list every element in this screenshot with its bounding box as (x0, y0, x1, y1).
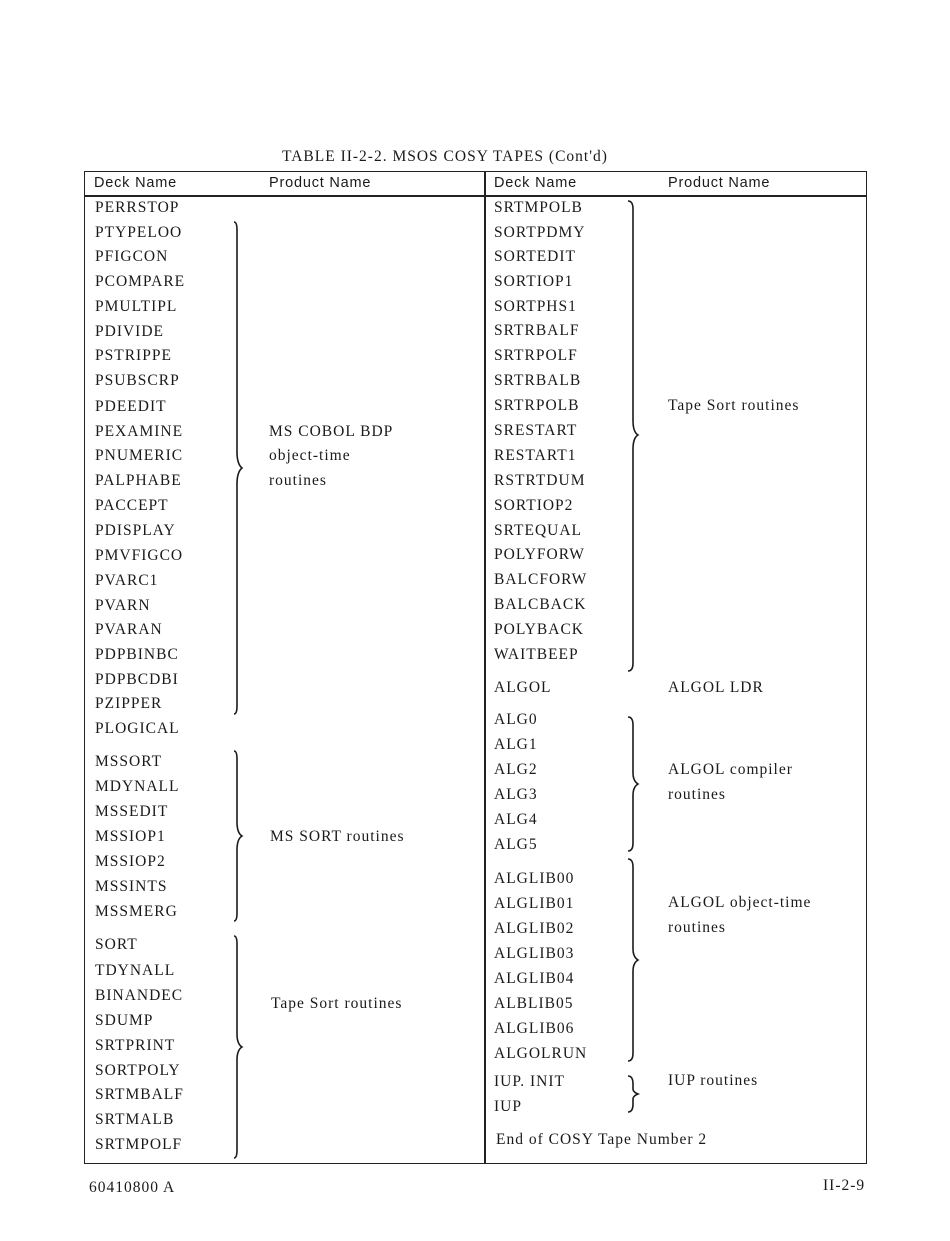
deck-name: ALG5 (494, 836, 538, 853)
brace-icon (228, 934, 244, 1160)
product-name: ALGOL object-time (668, 894, 812, 911)
page-number: II-2-9 (823, 1177, 866, 1194)
deck-name: ALG4 (494, 811, 538, 828)
deck-name: SRTRPOLB (494, 397, 580, 414)
deck-name: TDYNALL (95, 962, 176, 979)
deck-name: RSTRTDUM (494, 472, 586, 489)
deck-name: PDIVIDE (95, 323, 164, 340)
brace-icon (626, 199, 642, 673)
deck-name: BALCFORW (494, 571, 588, 588)
deck-name: ALGLIB02 (494, 920, 575, 937)
deck-name: MSSIOP1 (95, 828, 166, 845)
deck-name: SORT (95, 936, 138, 953)
deck-name: ALG3 (494, 786, 538, 803)
deck-name: RESTART1 (494, 447, 577, 464)
deck-name: PMVFIGCO (95, 547, 184, 564)
deck-name: PALPHABE (95, 472, 182, 489)
deck-name: SRTMPOLB (494, 199, 583, 216)
deck-name: PSUBSCRP (95, 372, 180, 389)
header-product-name-left: Product Name (269, 175, 372, 191)
deck-name: PCOMPARE (95, 273, 186, 290)
brace-icon (626, 857, 642, 1063)
brace-icon (626, 715, 642, 853)
document-number: 60410800 A (89, 1179, 176, 1196)
deck-name: IUP. INIT (494, 1073, 565, 1090)
header-divider (84, 195, 867, 197)
deck-name: SRTMALB (95, 1111, 175, 1128)
deck-name: SORTEDIT (494, 248, 576, 265)
deck-name: PVARAN (95, 621, 163, 638)
deck-name: ALGLIB01 (494, 895, 575, 912)
deck-name: SRTEQUAL (494, 522, 583, 539)
deck-name: SORTPDMY (494, 224, 586, 241)
deck-name: PVARN (95, 597, 151, 614)
deck-name: SRTRBALB (494, 372, 582, 389)
cosy-table (84, 171, 867, 1164)
product-name: object-time (269, 447, 351, 464)
deck-name: PDISPLAY (95, 522, 176, 539)
product-name: MS COBOL BDP (269, 423, 394, 440)
deck-name: MSSEDIT (95, 803, 169, 820)
deck-name: PEXAMINE (95, 423, 184, 440)
product-name: routines (668, 919, 726, 936)
deck-name: ALG2 (494, 761, 538, 778)
end-note: End of COSY Tape Number 2 (496, 1131, 708, 1148)
deck-name: MSSMERG (95, 903, 178, 920)
deck-name: BINANDEC (95, 987, 184, 1004)
deck-name: MSSORT (95, 753, 163, 770)
deck-name: PNUMERIC (95, 447, 184, 464)
product-name: Tape Sort routines (271, 995, 403, 1012)
product-name: ALGOL LDR (668, 679, 764, 696)
header-deck-name-right: Deck Name (494, 175, 577, 191)
deck-name: BALCBACK (494, 596, 587, 613)
deck-name: PVARC1 (95, 572, 159, 589)
deck-name: SRTPRINT (95, 1037, 176, 1054)
product-name: routines (269, 472, 327, 489)
deck-name: MSSINTS (95, 878, 168, 895)
product-name: ALGOL compiler (668, 761, 793, 778)
product-name: IUP routines (668, 1072, 759, 1089)
deck-name: SORTPHS1 (494, 298, 577, 315)
deck-name: SRTRBALF (494, 322, 580, 339)
brace-icon (228, 749, 244, 923)
deck-name: SORTIOP1 (494, 273, 574, 290)
deck-name: PDEEDIT (95, 398, 167, 415)
header-product-name-right: Product Name (668, 175, 771, 191)
deck-name: PSTRIPPE (95, 347, 172, 364)
deck-name: PLOGICAL (95, 720, 180, 737)
brace-icon (626, 1074, 642, 1114)
deck-name: SORTIOP2 (494, 497, 574, 514)
deck-name: POLYFORW (494, 546, 585, 563)
deck-name: SRTRPOLF (494, 347, 578, 364)
deck-name: SORTPOLY (95, 1062, 181, 1079)
header-deck-name-left: Deck Name (94, 175, 177, 191)
table-title: TABLE II-2-2. MSOS COSY TAPES (Cont'd) (282, 148, 608, 165)
deck-name: ALGLIB04 (494, 970, 575, 987)
deck-name: ALGOL (494, 679, 552, 696)
deck-name: PERRSTOP (95, 199, 180, 216)
deck-name: PZIPPER (95, 695, 163, 712)
deck-name: ALG0 (494, 711, 538, 728)
deck-name: ALG1 (494, 736, 538, 753)
deck-name: ALGLIB03 (494, 945, 575, 962)
deck-name: MDYNALL (95, 778, 180, 795)
deck-name: SRTMPOLF (95, 1136, 183, 1153)
deck-name: PDPBINBC (95, 646, 179, 663)
product-name: routines (668, 786, 726, 803)
deck-name: PDPBCDBI (95, 671, 179, 688)
deck-name: ALGLIB00 (494, 870, 575, 887)
deck-name: PMULTIPL (95, 298, 178, 315)
product-name: MS SORT routines (270, 828, 405, 845)
deck-name: PACCEPT (95, 497, 169, 514)
deck-name: SDUMP (95, 1012, 154, 1029)
deck-name: IUP (494, 1098, 522, 1115)
deck-name: ALGOLRUN (494, 1045, 588, 1062)
brace-icon (228, 220, 244, 716)
deck-name: POLYBACK (494, 621, 584, 638)
deck-name: WAITBEEP (494, 646, 579, 663)
deck-name: SRESTART (494, 422, 578, 439)
deck-name: PTYPELOO (95, 224, 183, 241)
column-divider (484, 171, 486, 1164)
deck-name: ALBLIB05 (494, 995, 574, 1012)
deck-name: MSSIOP2 (95, 853, 166, 870)
deck-name: SRTMBALF (95, 1086, 184, 1103)
deck-name: ALGLIB06 (494, 1020, 575, 1037)
product-name: Tape Sort routines (668, 397, 800, 414)
deck-name: PFIGCON (95, 248, 169, 265)
